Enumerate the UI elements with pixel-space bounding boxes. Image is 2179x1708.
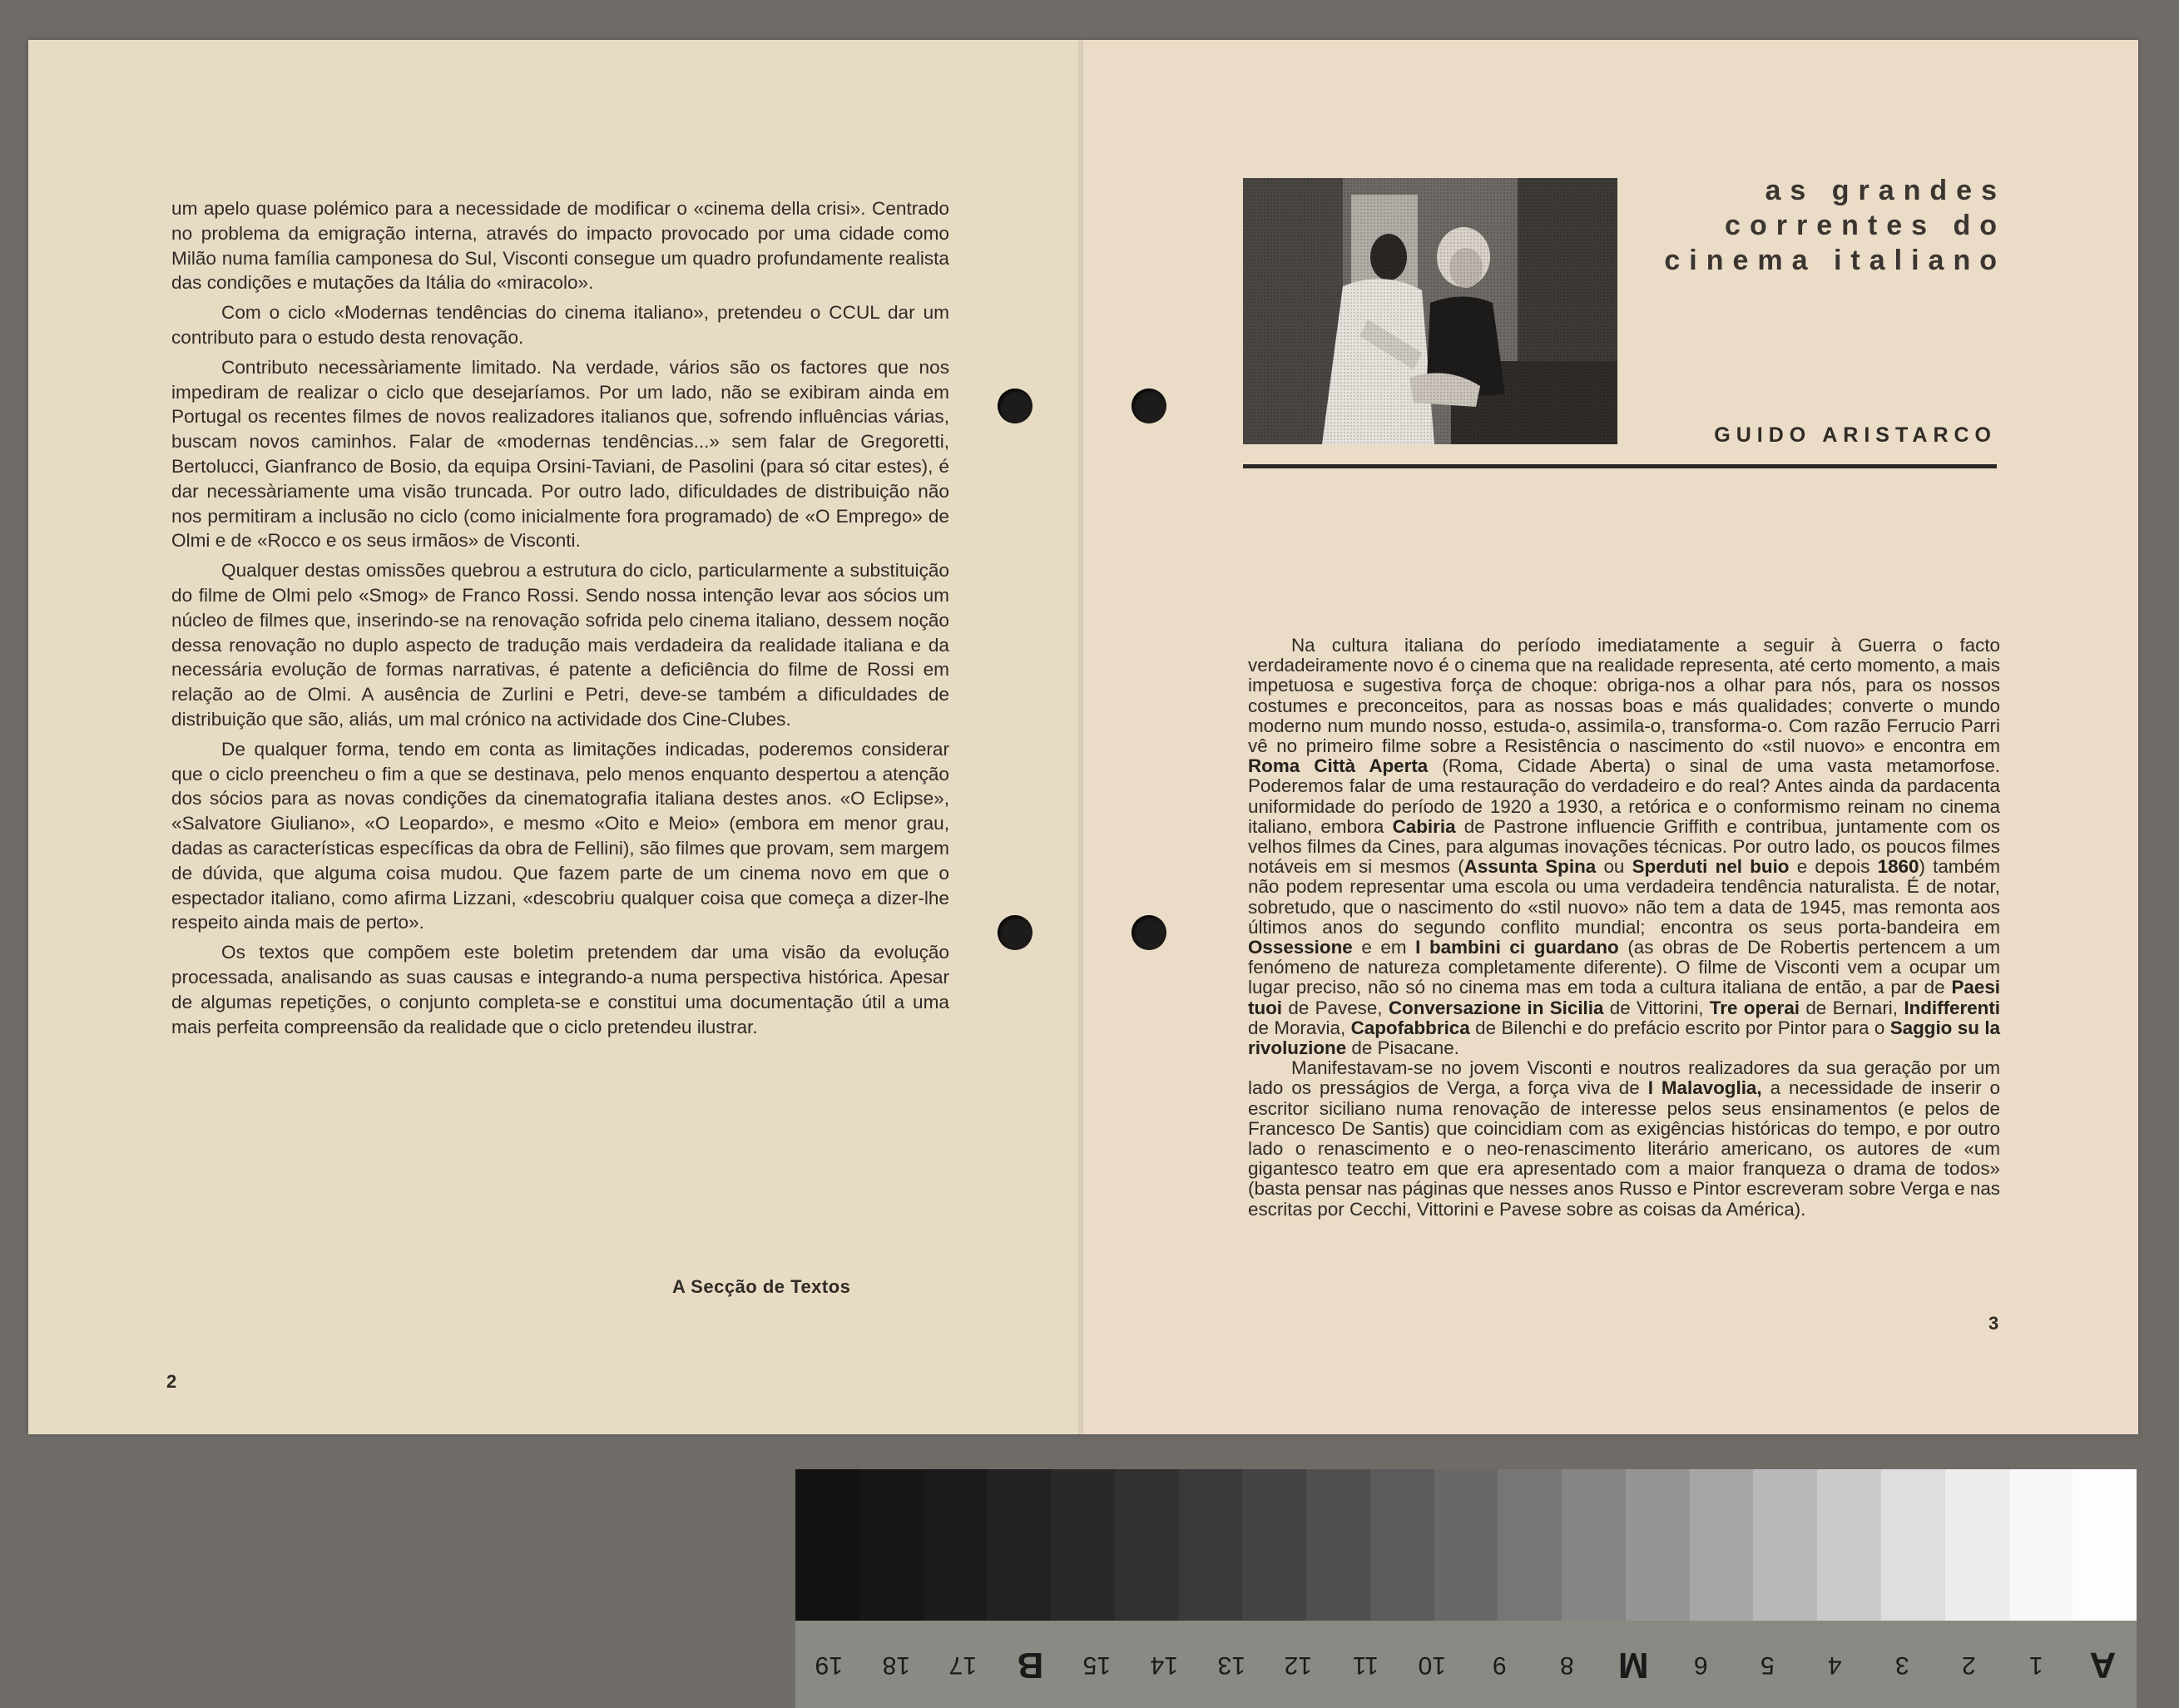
right-paragraph-2: Manifestavam-se no jovem Visconti e noutros realizadores da sua geração por um lado os presságios de Verga, a força viva de I Malavoglia, a necessidade de inserir o escritor siciliano numa renovação de interesse pelos seus ensinamentos (e pelos de Francesco De Santis) que coincidiam com as exigências históricas do tempo, e por outro lado o renascimento e o neo-renascimento literário americano, os autores de «um gigantesco teatro em que era apresentado com a maior franqueza o drama de todos» (basta pensar nas páginas que nesses anos Russo e Pintor escreveram sobre Verga e nas escritas por Cecchi, Vittorini e Pavese sobre as coisas da América). (1248, 1057, 2000, 1220)
punch-hole (1132, 915, 1166, 950)
gray-swatch (1115, 1469, 1179, 1621)
gray-swatch (1562, 1469, 1626, 1621)
color-calibration-card (795, 1469, 2137, 1708)
scale-label: 1 (2028, 1651, 2043, 1679)
gray-swatch (1242, 1469, 1306, 1621)
scale-label: 5 (1761, 1651, 1775, 1679)
scale-label: B (1017, 1644, 1043, 1686)
grayscale-swatches (795, 1469, 2137, 1621)
scale-label: 18 (882, 1651, 910, 1679)
punch-hole (998, 389, 1033, 423)
left-paragraph-6: Os textos que compõem este boletim pretendem dar uma visão da evolução processada, analisando as suas causas e integrando-a numa perspectiva histórica. Apesar de algumas repetições, o conjunto completa-se e constitui uma documentação útil a uma mais perfeita compreensão da realidade que o ciclo pretendeu ilustrar. (171, 942, 949, 1037)
gray-swatch (1753, 1469, 1817, 1621)
signature: A Secção de Textos (672, 1276, 851, 1297)
gray-swatch (1498, 1469, 1562, 1621)
article-title (1654, 173, 2006, 278)
left-paragraph-1: um apelo quase polémico para a necessidade de modificar o «cinema della crisi». Centrado no problema da emigração interna, através do impacto provocado por uma cidade como Milão numa família camponesa do Sul, Visconti consegue um quadro profundamente realista das condições e mutações da Itália do «miracolo». (171, 198, 949, 294)
left-paragraph-5: De qualquer forma, tendo em conta as limitações indicadas, poderemos considerar que o ciclo preencheu o fim a que se destinava, pelo menos enquanto despertou a atenção dos sócios para as novas condições da cinematografia italiana destes anos. «O Eclipse», «Salvatore Giuliano», «O Leopardo», e mesmo «Oito e Meio» (embora em menor grau, dadas as características específicas da obra de Fellini), são filmes que provam, sem margem de dúvida, que alguma coisa mudou. Que fazem parte de um cinema novo em que o espectador italiano, como afirma Lizzani, «descobriu qualquer coisa que começa a dizer-lhe respeito ainda mais de perto». (171, 738, 949, 933)
film-still-photo (1243, 178, 1617, 444)
gray-swatch (2009, 1469, 2073, 1621)
gray-swatch (795, 1469, 859, 1621)
gray-swatch (924, 1469, 988, 1621)
scale-label: M (1618, 1644, 1649, 1686)
left-page-number: 2 (166, 1371, 177, 1392)
gray-swatch (1051, 1469, 1115, 1621)
right-paragraph-1: Na cultura italiana do período imediatamente a seguir à Guerra o facto verdadeiramente novo é o cinema que na realidade representa, até certo momento, a mais impetuosa e sugestiva força de choque: obriga-nos a olhar para nós, para os nossos costumes e preconceitos, para as nossas boas e más qualidades; converte o mundo moderno num mundo nosso, estuda-o, assimila-o, transforma-o. Com razão Ferrucio Parri vê no primeiro filme sobre a Resistência o nascimento do «stil nuovo» e encontra em Roma Città Aperta (Roma, Cidade Aberta) o sinal de uma vasta metamorfose. Poderemos falar de uma restauração do verdadeiro e do real? Antes ainda da pardacenta uniformidade do período de 1920 a 1930, a retórica e o conformismo reinam no cinema italiano, embora Cabiria de Pastrone influencie Griffith e contribua, juntamente com os velhos filmes da Cines, para algumas inovações técnicas. Por outro lado, os poucos filmes notáveis em si mesmos (Assunta Spina ou Sperduti nel buio e depois 1860) também não podem representar uma escola ou uma verdadeira tendência naturalista. É de notar, sobretudo, que o nascimento do «stil nuovo» não tem a data de 1945, mas remonta aos últimos anos do segundo conflito mundial; encontra os seus porta-bandeira em Ossessione e em I bambini ci guardano (as obras de De Robertis pertencem a um fenómeno de natureza completamente diferente). O filme de Visconti vem a ocupar um lugar preciso, não só no cinema mas em toda a cultura italiana de então, a par de Paesi tuoi de Pavese, Conversazione in Sicilia de Vittorini, Tre operai de Bernari, Indifferenti de Moravia, Capofabbrica de Bilenchi e do prefácio escrito por Pintor para o Saggio su la rivoluzione de Pisacane. (1248, 635, 2001, 1059)
gray-swatch (2073, 1469, 2137, 1621)
scale-label: 9 (1492, 1651, 1507, 1679)
left-page (28, 40, 1082, 1434)
scale-label: 13 (1217, 1651, 1245, 1679)
author-name: GUIDO ARISTARCO (1714, 423, 1997, 447)
left-paragraph-2: Com o ciclo «Modernas tendências do cinema italiano», pretendeu o CCUL dar um contributo para o estudo desta renovação. (171, 302, 949, 348)
gray-swatch (1370, 1469, 1434, 1621)
scale-label: 8 (1559, 1651, 1574, 1679)
gray-swatch (1179, 1469, 1243, 1621)
gray-swatch (1690, 1469, 1754, 1621)
right-page-number: 3 (1988, 1313, 1999, 1334)
gray-swatch (1434, 1469, 1498, 1621)
gray-swatch (859, 1469, 924, 1621)
title-line-3: cinema italiano (1664, 245, 2006, 276)
scale-label: 14 (1150, 1651, 1178, 1679)
scale-label: 6 (1693, 1651, 1708, 1679)
left-paragraph-3: Contributo necessàriamente limitado. Na verdade, vários são os factores que nos impediram de realizar o ciclo que desejaríamos. Por um lado, não se exibiram ainda em Portugal os recentes filmes de novos realizadores italianos que, sofrendo influências várias, buscam novos caminhos. Falar de «modernas tendências...» sem falar de Gregoretti, Bertolucci, Gianfranco de Bosio, da equipa Orsini-Taviani, de Pasolini (para só citar estes), é dar necessàriamente uma visão truncada. Por outro lado, dificuldades de distribuição não nos permitiram a inclusão no ciclo (como inicialmente fora programado) de «O Emprego» de Olmi e de «Rocco e os seus irmãos» de Visconti. (171, 356, 949, 552)
scale-label: 2 (1962, 1651, 1976, 1679)
gray-swatch (1945, 1469, 2009, 1621)
scale-label: A (2089, 1644, 2117, 1686)
scale-label: 15 (1082, 1651, 1112, 1679)
scale-label: 17 (948, 1651, 978, 1679)
left-paragraph-4: Qualquer destas omissões quebrou a estrutura do ciclo, particularmente a substituição do filme de Olmi pelo «Smog» de Franco Rossi. Sendo nossa intenção levar aos sócios um núcleo de filmes que, inserindo-se na renovação sofrida pelo cinema italiano, dessem noção dessa renovação no duplo aspecto de tradução mais verdadeira da realidade italiana e da necessária evolução de formas narrativas, é patente a deficiência do filme de Rossi em relação ao de Olmi. A ausência de Zurlini e Petri, deve-se também a dificuldades de distribuição que são, aliás, um mal crónico na actividade dos Cine-Clubes. (171, 560, 949, 730)
right-page-body (1248, 636, 2000, 1220)
title-rule (1243, 464, 1997, 468)
title-line-2: correntes do (1725, 210, 2006, 241)
scale-label: 4 (1827, 1651, 1842, 1679)
scale-label: 10 (1418, 1651, 1447, 1679)
gray-swatch (987, 1469, 1051, 1621)
gray-swatch (1881, 1469, 1945, 1621)
scale-label: 12 (1284, 1651, 1313, 1679)
punch-hole (1132, 389, 1166, 423)
title-line-1: as grandes (1765, 175, 2006, 206)
gray-swatch (1626, 1469, 1690, 1621)
gray-swatch (1306, 1469, 1370, 1621)
scale-label: 11 (1352, 1651, 1379, 1679)
punch-hole (998, 915, 1033, 950)
scale-labels (795, 1621, 2137, 1708)
right-page (1083, 40, 2138, 1434)
scale-label: 19 (815, 1651, 843, 1679)
gray-swatch (1817, 1469, 1881, 1621)
scale-label: 3 (1894, 1651, 1909, 1679)
left-page-body (171, 196, 949, 1044)
